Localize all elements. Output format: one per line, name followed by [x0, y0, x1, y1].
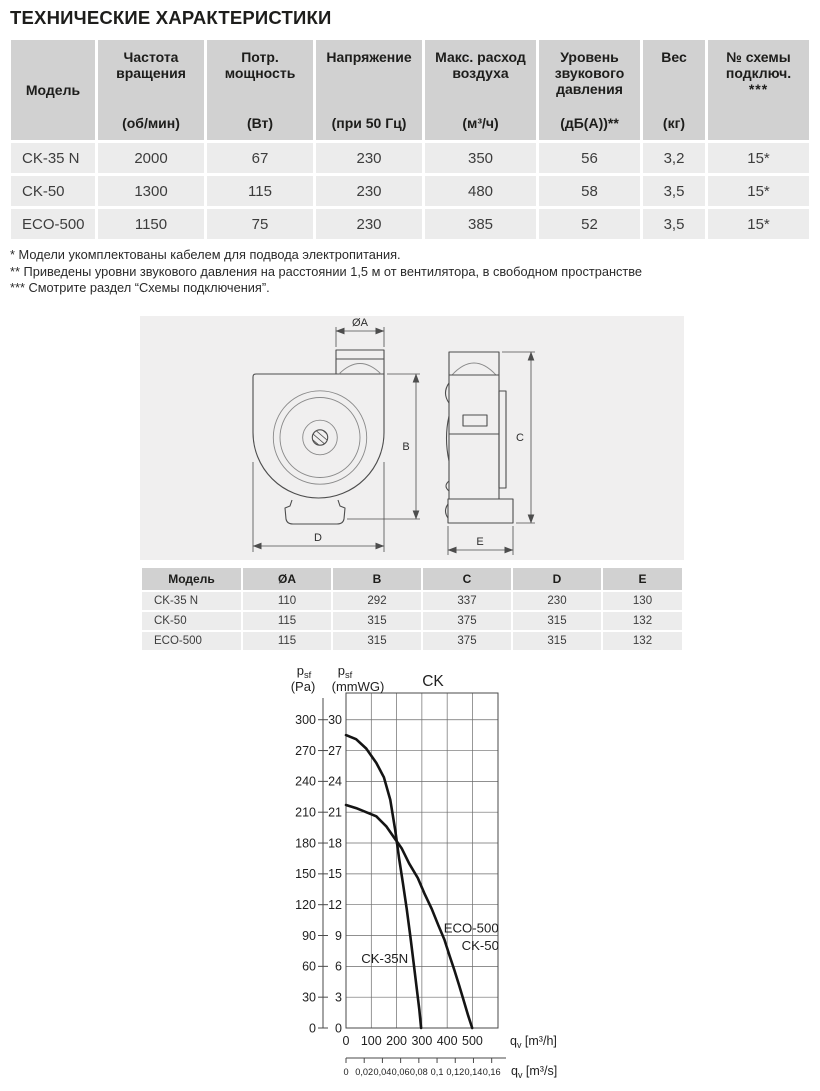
- cell-noise: 52: [539, 209, 640, 239]
- cell-model: CK-50: [11, 176, 95, 206]
- fan-front-view: [253, 350, 384, 524]
- curve-label: CK-50: [461, 937, 499, 953]
- cell-noise: 58: [539, 176, 640, 206]
- cell-speed: 2000: [98, 143, 204, 173]
- dim-col-e: E: [603, 568, 682, 590]
- dim-row-eco500: [142, 632, 682, 650]
- dimensions-table: [140, 566, 684, 652]
- performance-chart-svg: [278, 660, 820, 1088]
- dimension-d: [253, 462, 384, 552]
- spec-row-ck35n: [11, 143, 809, 173]
- spec-row-eco500: [11, 209, 809, 239]
- cell-oa: 115: [243, 632, 331, 650]
- dim-col-oa: ØA: [243, 568, 331, 590]
- col-unit: (при 50 Гц): [331, 115, 407, 131]
- col-unit: (м³/ч): [462, 115, 499, 131]
- dim-label-oa: ØA: [352, 317, 368, 329]
- pa-tick-label: 30: [302, 990, 316, 1005]
- cell-d: 315: [513, 612, 601, 630]
- dim-label-d: D: [314, 532, 322, 544]
- col-title: Частота вращения: [116, 49, 186, 81]
- cell-d: 315: [513, 632, 601, 650]
- footnote-1: * Модели укомплектованы кабелем для подвода электропитания.: [10, 247, 401, 262]
- col-title: Напряжение: [326, 49, 412, 65]
- cell-d: 230: [513, 592, 601, 610]
- m3h-axis-unit: $q_v$ [m³/h]: [510, 1034, 557, 1050]
- mmwg-tick-label: 30: [328, 713, 342, 728]
- dim-col-model: Модель: [142, 568, 241, 590]
- col-title: Модель: [25, 82, 81, 98]
- cell-oa: 110: [243, 592, 331, 610]
- col-header-model: [11, 40, 95, 140]
- pa-axis-unit: (Pa): [290, 679, 316, 694]
- cell-voltage: 230: [316, 209, 422, 239]
- pa-tick-label: 300: [295, 713, 316, 728]
- dimension-e: [448, 526, 513, 555]
- col-header-noise: [539, 40, 640, 140]
- mmwg-tick-label: 12: [328, 897, 342, 912]
- col-header-power: [207, 40, 313, 140]
- m3s-tick-label: 0,02: [355, 1067, 374, 1077]
- cell-voltage: 230: [316, 176, 422, 206]
- mmwg-tick-label: 24: [328, 774, 342, 789]
- mmwg-tick-label: 15: [328, 867, 342, 882]
- m3h-tick-label: 500: [462, 1034, 483, 1048]
- col-title: Потр. мощность: [224, 49, 296, 81]
- m3s-tick-label: 0,16: [482, 1067, 501, 1077]
- fan-dimensional-drawing: [140, 316, 684, 560]
- cell-model: CK-35 N: [142, 592, 241, 610]
- mmwg-tick-label: 3: [335, 990, 342, 1005]
- cell-airflow: 480: [425, 176, 536, 206]
- dim-header-row: [142, 568, 682, 590]
- pa-tick-label: 60: [302, 959, 316, 974]
- cell-wiring: 15*: [708, 143, 809, 173]
- fan-drawing-svg: [140, 316, 684, 560]
- cell-model: ECO-500: [11, 209, 95, 239]
- cell-noise: 56: [539, 143, 640, 173]
- col-header-weight: [643, 40, 705, 140]
- cell-wiring: 15*: [708, 209, 809, 239]
- curve-ck-35n: [346, 735, 421, 1028]
- chart-title: CK: [422, 673, 444, 690]
- cell-speed: 1300: [98, 176, 204, 206]
- footnote-2: ** Приведены уровни звукового давления на расстоянии 1,5 м от вентилятора, в свободном пространстве: [10, 263, 643, 279]
- dim-col-d: D: [513, 568, 601, 590]
- dim-col-c: C: [423, 568, 511, 590]
- cell-airflow: 385: [425, 209, 536, 239]
- pa-tick-label: 0: [309, 1021, 316, 1036]
- cell-b: 315: [333, 632, 421, 650]
- cell-weight: 3,2: [643, 143, 705, 173]
- dim-label-e: E: [476, 536, 484, 548]
- curve-label: ECO-500: [443, 920, 499, 936]
- pa-tick-label: 180: [295, 836, 316, 851]
- dim-label-c: C: [516, 432, 524, 444]
- col-header-voltage: [316, 40, 422, 140]
- dimension-c: [502, 352, 535, 523]
- cell-weight: 3,5: [643, 209, 705, 239]
- cell-weight: 3,5: [643, 176, 705, 206]
- dimension-oa: [336, 317, 384, 347]
- m3s-tick-label: 0,1: [430, 1067, 444, 1077]
- cell-model: ECO-500: [142, 632, 241, 650]
- m3h-tick-label: 200: [386, 1034, 408, 1048]
- spec-row-ck50: [11, 176, 809, 206]
- dim-row-ck50: [142, 612, 682, 630]
- pa-tick-label: 120: [295, 897, 316, 912]
- cell-power: 67: [207, 143, 313, 173]
- col-unit: (кг): [662, 115, 686, 131]
- cell-e: 130: [603, 592, 682, 610]
- footnotes: [10, 247, 770, 297]
- col-title: Вес: [661, 49, 687, 65]
- col-note: ***: [748, 81, 769, 97]
- col-unit: (дБ(А))**: [560, 115, 619, 131]
- cell-b: 292: [333, 592, 421, 610]
- pa-axis-symbol: $p_{sf}$: [296, 663, 312, 680]
- cell-model: CK-50: [142, 612, 241, 630]
- mmwg-tick-label: 21: [328, 805, 342, 820]
- spec-table: [8, 37, 812, 242]
- m3s-tick-label: 0,06: [391, 1067, 410, 1077]
- cell-model: CK-35 N: [11, 143, 95, 173]
- cell-voltage: 230: [316, 143, 422, 173]
- col-header-wiring: [708, 40, 809, 140]
- m3s-tick-label: 0,12: [446, 1067, 465, 1077]
- cell-power: 115: [207, 176, 313, 206]
- col-title: Макс. расход воздуха: [435, 49, 526, 81]
- page-title: ТЕХНИЧЕСКИЕ ХАРАКТЕРИСТИКИ: [10, 7, 332, 28]
- mmwg-tick-label: 6: [335, 959, 342, 974]
- col-title: Уровень звукового давления: [554, 49, 625, 97]
- cell-airflow: 350: [425, 143, 536, 173]
- dim-row-ck35n: [142, 592, 682, 610]
- curve-label: CK-35N: [361, 951, 409, 967]
- cell-e: 132: [603, 632, 682, 650]
- dim-col-b: B: [333, 568, 421, 590]
- m3s-tick-label: 0: [343, 1067, 349, 1077]
- pa-tick-label: 240: [295, 774, 316, 789]
- pa-tick-label: 150: [295, 867, 316, 882]
- pa-tick-label: 210: [295, 805, 316, 820]
- m3s-tick-label: 0,08: [409, 1067, 428, 1077]
- cell-oa: 115: [243, 612, 331, 630]
- mmwg-axis-symbol: $p_{sf}$: [337, 663, 353, 680]
- performance-chart: [278, 660, 820, 1088]
- mmwg-tick-label: 27: [328, 743, 342, 758]
- col-header-speed: [98, 40, 204, 140]
- cell-speed: 1150: [98, 209, 204, 239]
- m3s-tick-label: 0,14: [464, 1067, 483, 1077]
- mmwg-tick-label: 9: [335, 928, 342, 943]
- m3h-tick-label: 100: [360, 1034, 382, 1048]
- cell-wiring: 15*: [708, 176, 809, 206]
- m3s-axis-unit: $q_v$ [m³/s]: [511, 1064, 558, 1080]
- dim-label-b: B: [402, 441, 410, 453]
- footnote-3: *** Смотрите раздел “Схемы подключения”.: [10, 280, 270, 295]
- mmwg-tick-label: 0: [335, 1021, 342, 1036]
- pa-tick-label: 90: [302, 928, 316, 943]
- cell-c: 337: [423, 592, 511, 610]
- m3s-tick-label: 0,04: [373, 1067, 392, 1077]
- mmwg-axis-unit: (mmWG): [331, 679, 385, 694]
- curve-eco-500-ck-50: [346, 805, 472, 1028]
- fan-side-view: [446, 352, 514, 523]
- col-unit: (об/мин): [122, 115, 180, 131]
- pa-tick-label: 270: [295, 743, 316, 758]
- spec-header-row: [11, 40, 809, 140]
- cell-c: 375: [423, 632, 511, 650]
- m3h-tick-label: 400: [436, 1034, 458, 1048]
- cell-power: 75: [207, 209, 313, 239]
- cell-e: 132: [603, 612, 682, 630]
- cell-b: 315: [333, 612, 421, 630]
- mmwg-tick-label: 18: [328, 836, 342, 851]
- cell-c: 375: [423, 612, 511, 630]
- col-header-airflow: [425, 40, 536, 140]
- col-unit: (Вт): [246, 115, 274, 131]
- col-title: № схемы подключ. ***: [725, 49, 792, 97]
- m3h-tick-label: 300: [411, 1034, 433, 1048]
- m3h-tick-label: 0: [342, 1034, 350, 1048]
